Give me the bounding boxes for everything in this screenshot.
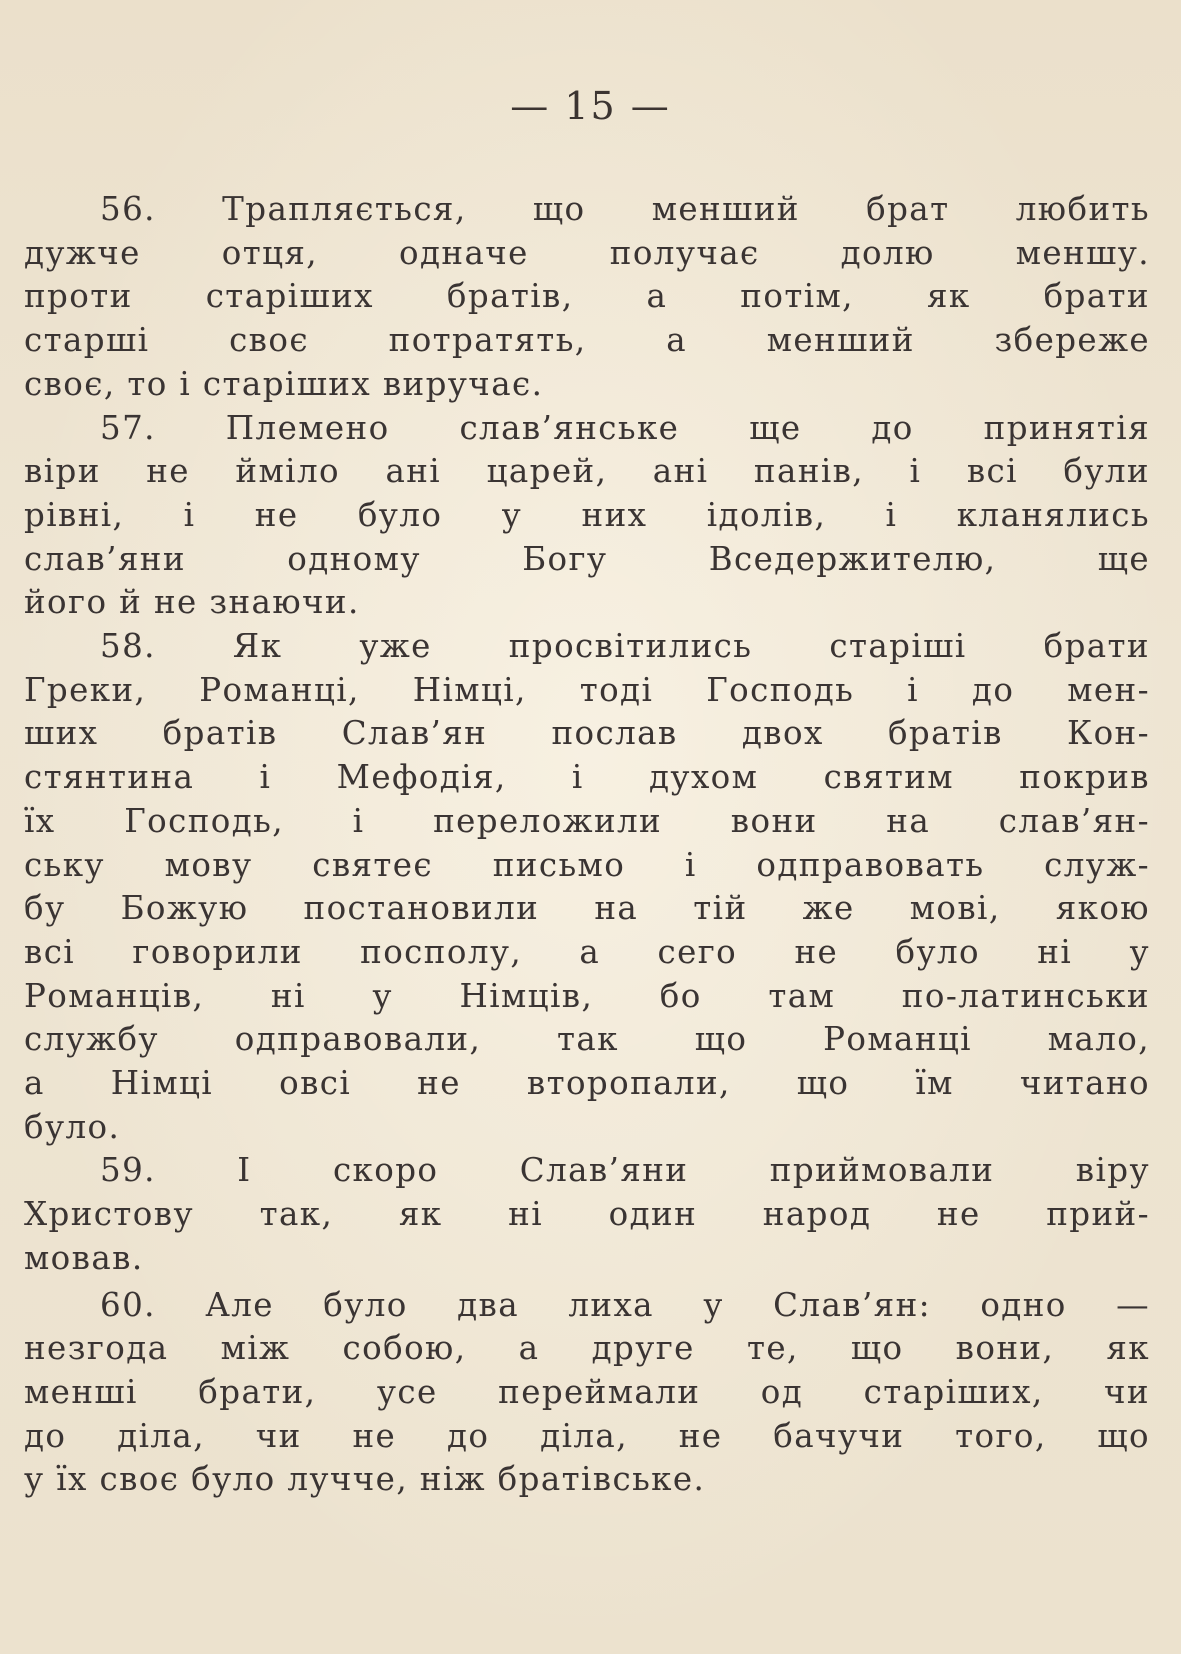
text-line: старші своє потратять, а менший збереже	[24, 321, 1150, 360]
text-line: стянтина і Мефодія, і духом святим покрив	[24, 758, 1150, 797]
paragraph-57	[24, 407, 1150, 626]
text-line: слав’яни одному Богу Вседержителю, ще	[24, 539, 1150, 578]
text-line: службу одправовали, так що Романці мало,	[24, 1020, 1150, 1059]
text-line: їх Господь, і переложили вони на слав’ян-	[24, 801, 1150, 840]
text-line: мовав.	[24, 1238, 144, 1277]
paragraph-60	[24, 1284, 1150, 1503]
paragraph-56	[24, 188, 1150, 407]
text-line: своє, то і старіших виручає.	[24, 364, 544, 403]
text-line: Греки, Романці, Німці, тоді Господь і до мен-	[24, 670, 1150, 709]
text-line: 60. Але було два лиха у Слав’ян: одно —	[100, 1285, 1150, 1324]
text-line: менші брати, усе переймали од старіших, чи	[24, 1372, 1150, 1411]
paragraph-59	[24, 1149, 1150, 1280]
text-line: було.	[24, 1107, 121, 1146]
text-line: до діла, чи не до діла, не бачучи того, що	[24, 1416, 1150, 1455]
text-line: 56. Трапляється, що менший брат любить	[100, 190, 1150, 228]
text-line: 59. І скоро Слав’яни приймовали віру	[100, 1151, 1150, 1190]
text-line: Романців, ні у Німців, бо там по-латинськи	[24, 976, 1150, 1015]
text-line: рівні, і не було у них ідолів, і кланялись	[24, 495, 1150, 534]
text-line: бу Божую постановили на тій же мові, якою	[24, 889, 1150, 928]
page-number: — 15 —	[510, 84, 671, 128]
text-line: дужче отця, одначе получає долю меншу.	[24, 233, 1150, 272]
text-line: незгода між собою, а друге те, що вони, як	[24, 1329, 1150, 1368]
text-line: віри не йміло ані царей, ані панів, і всі були	[24, 452, 1150, 491]
body-text	[24, 188, 1150, 1502]
text-line: Христову так, як ні один народ не прий-	[24, 1195, 1150, 1234]
text-line: ших братів Слав’ян послав двох братів Кон-	[24, 714, 1150, 753]
text-line: його й не знаючи.	[24, 583, 360, 622]
paragraph-58	[24, 625, 1150, 1149]
text-line: 58. Як уже просвітились старіші брати	[100, 627, 1150, 666]
text-line: а Німці овсі не втoропали, що їм читано	[24, 1064, 1150, 1103]
text-line: у їх своє було лучче, ніж братівське.	[24, 1460, 706, 1499]
text-line: проти старіших братів, а потім, як брати	[24, 277, 1150, 316]
text-line: ську мову святеє письмо і одправовать служ-	[24, 845, 1150, 884]
text-line: всі говорили посполу, а сего не було ні у	[24, 932, 1150, 971]
text-line: 57. Племено слав’янське ще до принятія	[100, 408, 1150, 447]
